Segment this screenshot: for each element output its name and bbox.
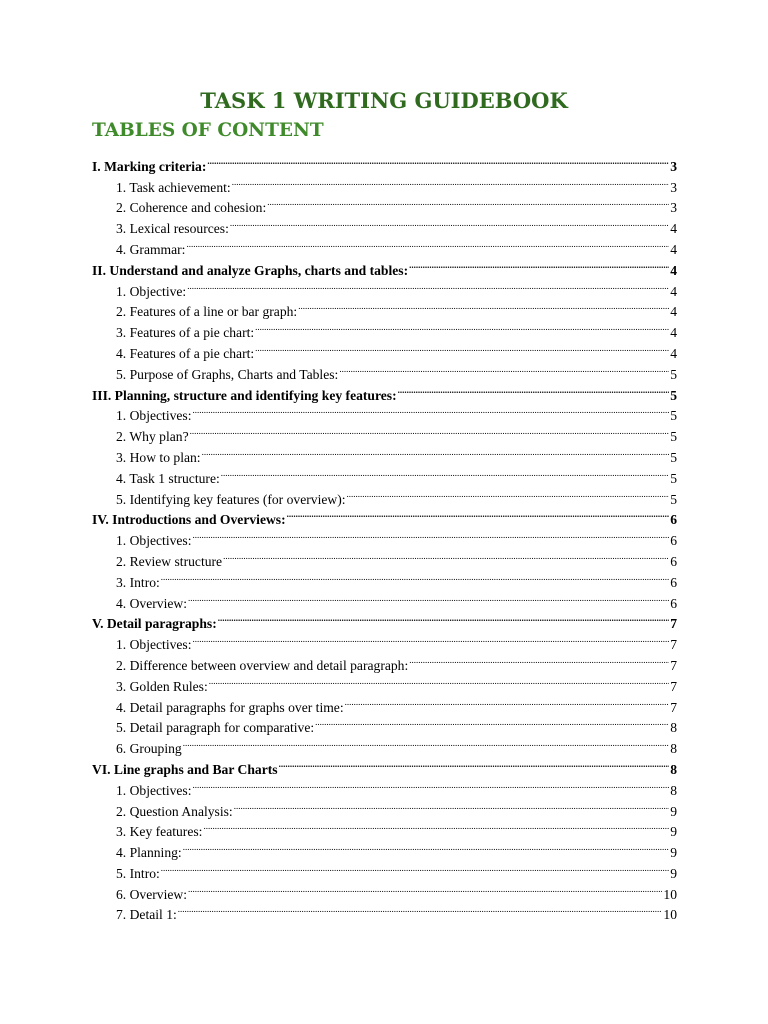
toc-dot-leader xyxy=(209,670,669,691)
toc-dot-leader xyxy=(193,774,670,795)
document-title: TASK 1 WRITING GUIDEBOOK xyxy=(200,88,568,113)
toc-dot-leader xyxy=(193,524,670,545)
toc-dot-leader xyxy=(190,420,670,441)
toc-dot-leader xyxy=(218,608,669,629)
toc-entry-label: 4. Planning: xyxy=(116,845,182,861)
toc-page-number: 6 xyxy=(670,574,677,590)
toc-dot-leader xyxy=(298,296,669,317)
toc-page-number: 8 xyxy=(670,761,677,777)
toc-dot-leader xyxy=(187,275,669,296)
toc-entry-label: III. Planning, structure and identifying key features: xyxy=(92,387,397,403)
toc-page-number: 9 xyxy=(670,824,677,840)
toc-dot-leader xyxy=(161,857,669,878)
toc-dot-leader xyxy=(347,483,670,504)
toc-page-number: 5 xyxy=(670,429,677,445)
toc-dot-leader xyxy=(223,545,669,566)
toc-entry-label: 3. Key features: xyxy=(116,824,203,840)
toc-entry-label: 1. Objectives: xyxy=(116,408,192,424)
toc-entry-label: 2. Question Analysis: xyxy=(116,803,233,819)
toc-section-entry[interactable] xyxy=(92,150,677,174)
toc-dot-leader xyxy=(345,691,670,712)
toc-subsection-entry[interactable] xyxy=(92,587,677,611)
toc-entry-label: I. Marking criteria: xyxy=(92,158,207,174)
toc-page-number: 5 xyxy=(670,449,677,465)
toc-dot-leader xyxy=(230,212,669,233)
toc-page-number: 7 xyxy=(670,637,677,653)
toc-entry-label: 4. Detail paragraphs for graphs over time: xyxy=(116,699,344,715)
toc-dot-leader xyxy=(409,254,669,275)
toc-entry-label: 5. Intro: xyxy=(116,865,160,881)
toc-entry-label: 2. Review structure xyxy=(116,553,223,569)
toc-dot-leader xyxy=(315,712,669,733)
toc-page-number: 3 xyxy=(670,200,677,216)
toc-dot-leader xyxy=(161,566,669,587)
toc-entry-label: 2. Why plan? xyxy=(116,429,189,445)
toc-page-number: 6 xyxy=(670,533,677,549)
toc-page-number: 4 xyxy=(670,283,677,299)
toc-entry-label: 5. Identifying key features (for overview): xyxy=(116,491,346,507)
toc-dot-leader xyxy=(287,504,670,525)
toc-dot-leader xyxy=(188,587,669,608)
toc-entry-label: 4. Features of a pie chart: xyxy=(116,345,255,361)
toc-entry-label: 3. Features of a pie chart: xyxy=(116,325,255,341)
toc-page-number: 5 xyxy=(670,470,677,486)
toc-entry-label: 2. Features of a line or bar graph: xyxy=(116,304,298,320)
toc-dot-leader xyxy=(255,337,669,358)
toc-entry-label: 2. Difference between overview and detail paragraph: xyxy=(116,657,409,673)
toc-entry-label: 5. Detail paragraph for comparative: xyxy=(116,720,315,736)
toc-dot-leader xyxy=(193,628,670,649)
toc-dot-leader xyxy=(186,233,669,254)
toc-entry-label: VI. Line graphs and Bar Charts xyxy=(92,761,278,777)
toc-dot-leader xyxy=(267,192,669,213)
toc-entry-label: 4. Grammar: xyxy=(116,241,186,257)
toc-page-number: 6 xyxy=(670,595,677,611)
toc-entry-label: 4. Task 1 structure: xyxy=(116,470,220,486)
table-of-contents xyxy=(92,150,677,923)
toc-entry-label: V. Detail paragraphs: xyxy=(92,616,217,632)
toc-entry-label: 1. Task achievement: xyxy=(116,179,231,195)
toc-page-number: 4 xyxy=(670,345,677,361)
toc-dot-leader xyxy=(202,441,670,462)
toc-dot-leader xyxy=(193,400,670,421)
toc-entry-label: 6. Grouping xyxy=(116,741,182,757)
toc-page-number: 4 xyxy=(670,325,677,341)
toc-page-number: 7 xyxy=(670,699,677,715)
toc-page-number: 8 xyxy=(670,741,677,757)
toc-page-number: 7 xyxy=(670,616,677,632)
toc-dot-leader xyxy=(183,732,670,753)
toc-entry-label: 3. Intro: xyxy=(116,574,160,590)
toc-dot-leader xyxy=(234,795,670,816)
toc-entry-label: II. Understand and analyze Graphs, charts and tables: xyxy=(92,262,409,278)
toc-dot-leader xyxy=(339,358,669,379)
toc-dot-leader xyxy=(255,316,669,337)
toc-subsection-entry[interactable] xyxy=(92,566,677,590)
toc-page-number: 7 xyxy=(670,657,677,673)
toc-dot-leader xyxy=(207,150,669,171)
toc-page-number: 8 xyxy=(670,720,677,736)
toc-entry-label: 4. Overview: xyxy=(116,595,187,611)
toc-page-number: 3 xyxy=(670,158,677,174)
toc-entry-label: 5. Purpose of Graphs, Charts and Tables: xyxy=(116,366,339,382)
toc-dot-leader xyxy=(188,878,662,899)
toc-page-number: 5 xyxy=(670,408,677,424)
toc-page-number: 8 xyxy=(670,782,677,798)
toc-dot-leader xyxy=(221,462,669,483)
toc-page-number: 5 xyxy=(670,366,677,382)
toc-dot-leader xyxy=(279,753,670,774)
toc-entry-label: 7. Detail 1: xyxy=(116,907,177,923)
toc-page-number: 10 xyxy=(663,886,677,902)
toc-entry-label: 3. Golden Rules: xyxy=(116,678,208,694)
toc-entry-label: 1. Objectives: xyxy=(116,637,192,653)
toc-entry-label: 1. Objectives: xyxy=(116,782,192,798)
toc-page-number: 3 xyxy=(670,179,677,195)
toc-subsection-entry[interactable] xyxy=(92,878,677,902)
toc-entry-label: 3. Lexical resources: xyxy=(116,221,229,237)
toc-entry-label: 2. Coherence and cohesion: xyxy=(116,200,267,216)
toc-page-number: 10 xyxy=(663,907,677,923)
toc-entry-label: 1. Objectives: xyxy=(116,533,192,549)
toc-page-number: 4 xyxy=(670,221,677,237)
toc-entry-label: 1. Objective: xyxy=(116,283,187,299)
toc-page-number: 5 xyxy=(670,491,677,507)
toc-dot-leader xyxy=(183,836,669,857)
toc-entry-label: 6. Overview: xyxy=(116,886,187,902)
toc-page-number: 5 xyxy=(670,387,677,403)
toc-page-number: 6 xyxy=(670,512,677,528)
toc-subsection-entry[interactable] xyxy=(92,857,677,881)
toc-page-number: 9 xyxy=(670,845,677,861)
toc-dot-leader xyxy=(203,816,669,837)
toc-page-number: 4 xyxy=(670,241,677,257)
toc-dot-leader xyxy=(178,899,663,920)
toc-page-number: 4 xyxy=(670,262,677,278)
toc-page-number: 6 xyxy=(670,553,677,569)
toc-dot-leader xyxy=(409,649,669,670)
toc-entry-label: 3. How to plan: xyxy=(116,449,201,465)
toc-page-number: 7 xyxy=(670,678,677,694)
toc-heading: TABLES OF CONTENT xyxy=(92,120,324,141)
toc-dot-leader xyxy=(232,171,670,192)
toc-page-number: 9 xyxy=(670,803,677,819)
toc-page-number: 9 xyxy=(670,865,677,881)
toc-entry-label: IV. Introductions and Overviews: xyxy=(92,512,286,528)
toc-page-number: 4 xyxy=(670,304,677,320)
toc-subsection-entry[interactable] xyxy=(92,899,677,923)
toc-dot-leader xyxy=(398,379,670,400)
